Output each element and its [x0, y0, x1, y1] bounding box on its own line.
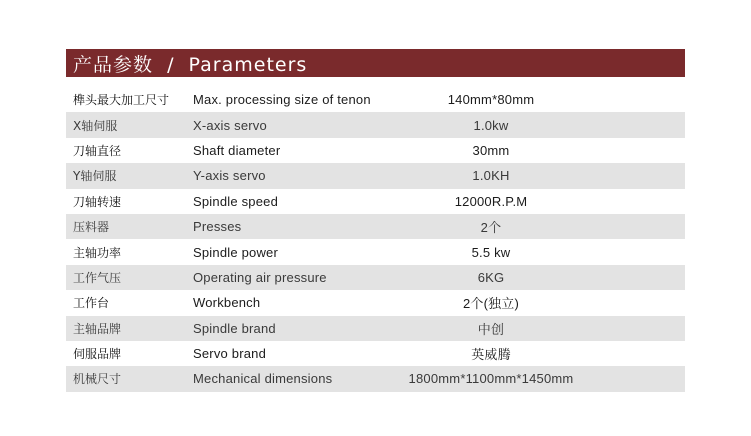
table-row [66, 189, 685, 214]
param-value: 6KG [477, 269, 505, 285]
param-name-en: Servo brand [193, 346, 267, 362]
param-name-en: Spindle power [193, 244, 278, 260]
param-name-en: X-axis servo [193, 117, 267, 133]
param-value: 1.0KH [472, 168, 510, 184]
param-name-en: Workbench [193, 295, 261, 311]
param-name-cn: 刀轴直径 [73, 143, 122, 158]
table-row [66, 214, 685, 239]
param-name-cn: 刀轴转速 [73, 194, 122, 209]
param-name-cn: 榫头最大加工尺寸 [73, 93, 170, 108]
param-name-cn: 主轴功率 [73, 245, 122, 260]
param-value: 12000R.P.M [454, 193, 528, 209]
param-value: 30mm [472, 142, 510, 158]
param-name-en: Y-axis servo [193, 168, 266, 184]
param-name-en: Max. processing size of tenon [193, 92, 371, 108]
table-row [66, 112, 685, 137]
table-row [66, 341, 685, 366]
param-name-en: Shaft diameter [193, 142, 281, 158]
param-name-cn: 机械尺寸 [73, 372, 122, 387]
param-name-cn: X轴伺服 [73, 118, 118, 133]
param-value: 英威腾 [471, 347, 511, 363]
table-row [66, 239, 685, 264]
table-row [66, 87, 685, 112]
section-title: 产品参数 / Parameters [73, 53, 308, 76]
param-value: 2个(独立) [462, 296, 520, 312]
param-name-cn: 压料器 [73, 220, 110, 235]
parameters-table [66, 87, 685, 392]
param-value: 140mm*80mm [447, 92, 535, 108]
param-value: 5.5 kw [471, 244, 511, 260]
param-name-cn: 主轴品牌 [73, 321, 122, 336]
param-name-en: Presses [193, 219, 242, 235]
param-name-cn: 工作气压 [73, 270, 122, 285]
param-value: 中创 [477, 321, 505, 337]
param-name-en: Spindle brand [193, 320, 276, 336]
param-name-cn: 工作台 [73, 296, 110, 311]
section-header [66, 49, 685, 77]
param-value: 2个 [480, 220, 502, 236]
table-row [66, 290, 685, 315]
table-row [66, 265, 685, 290]
table-row [66, 316, 685, 341]
param-name-en: Operating air pressure [193, 269, 327, 285]
param-value: 1800mm*1100mm*1450mm [408, 371, 574, 387]
param-name-cn: Y轴伺服 [73, 169, 117, 184]
param-name-cn: 伺服品牌 [73, 347, 122, 362]
param-name-en: Spindle speed [193, 193, 278, 209]
table-row [66, 163, 685, 188]
table-row [66, 366, 685, 391]
table-row [66, 138, 685, 163]
param-value: 1.0kw [473, 117, 509, 133]
param-name-en: Mechanical dimensions [193, 371, 333, 387]
